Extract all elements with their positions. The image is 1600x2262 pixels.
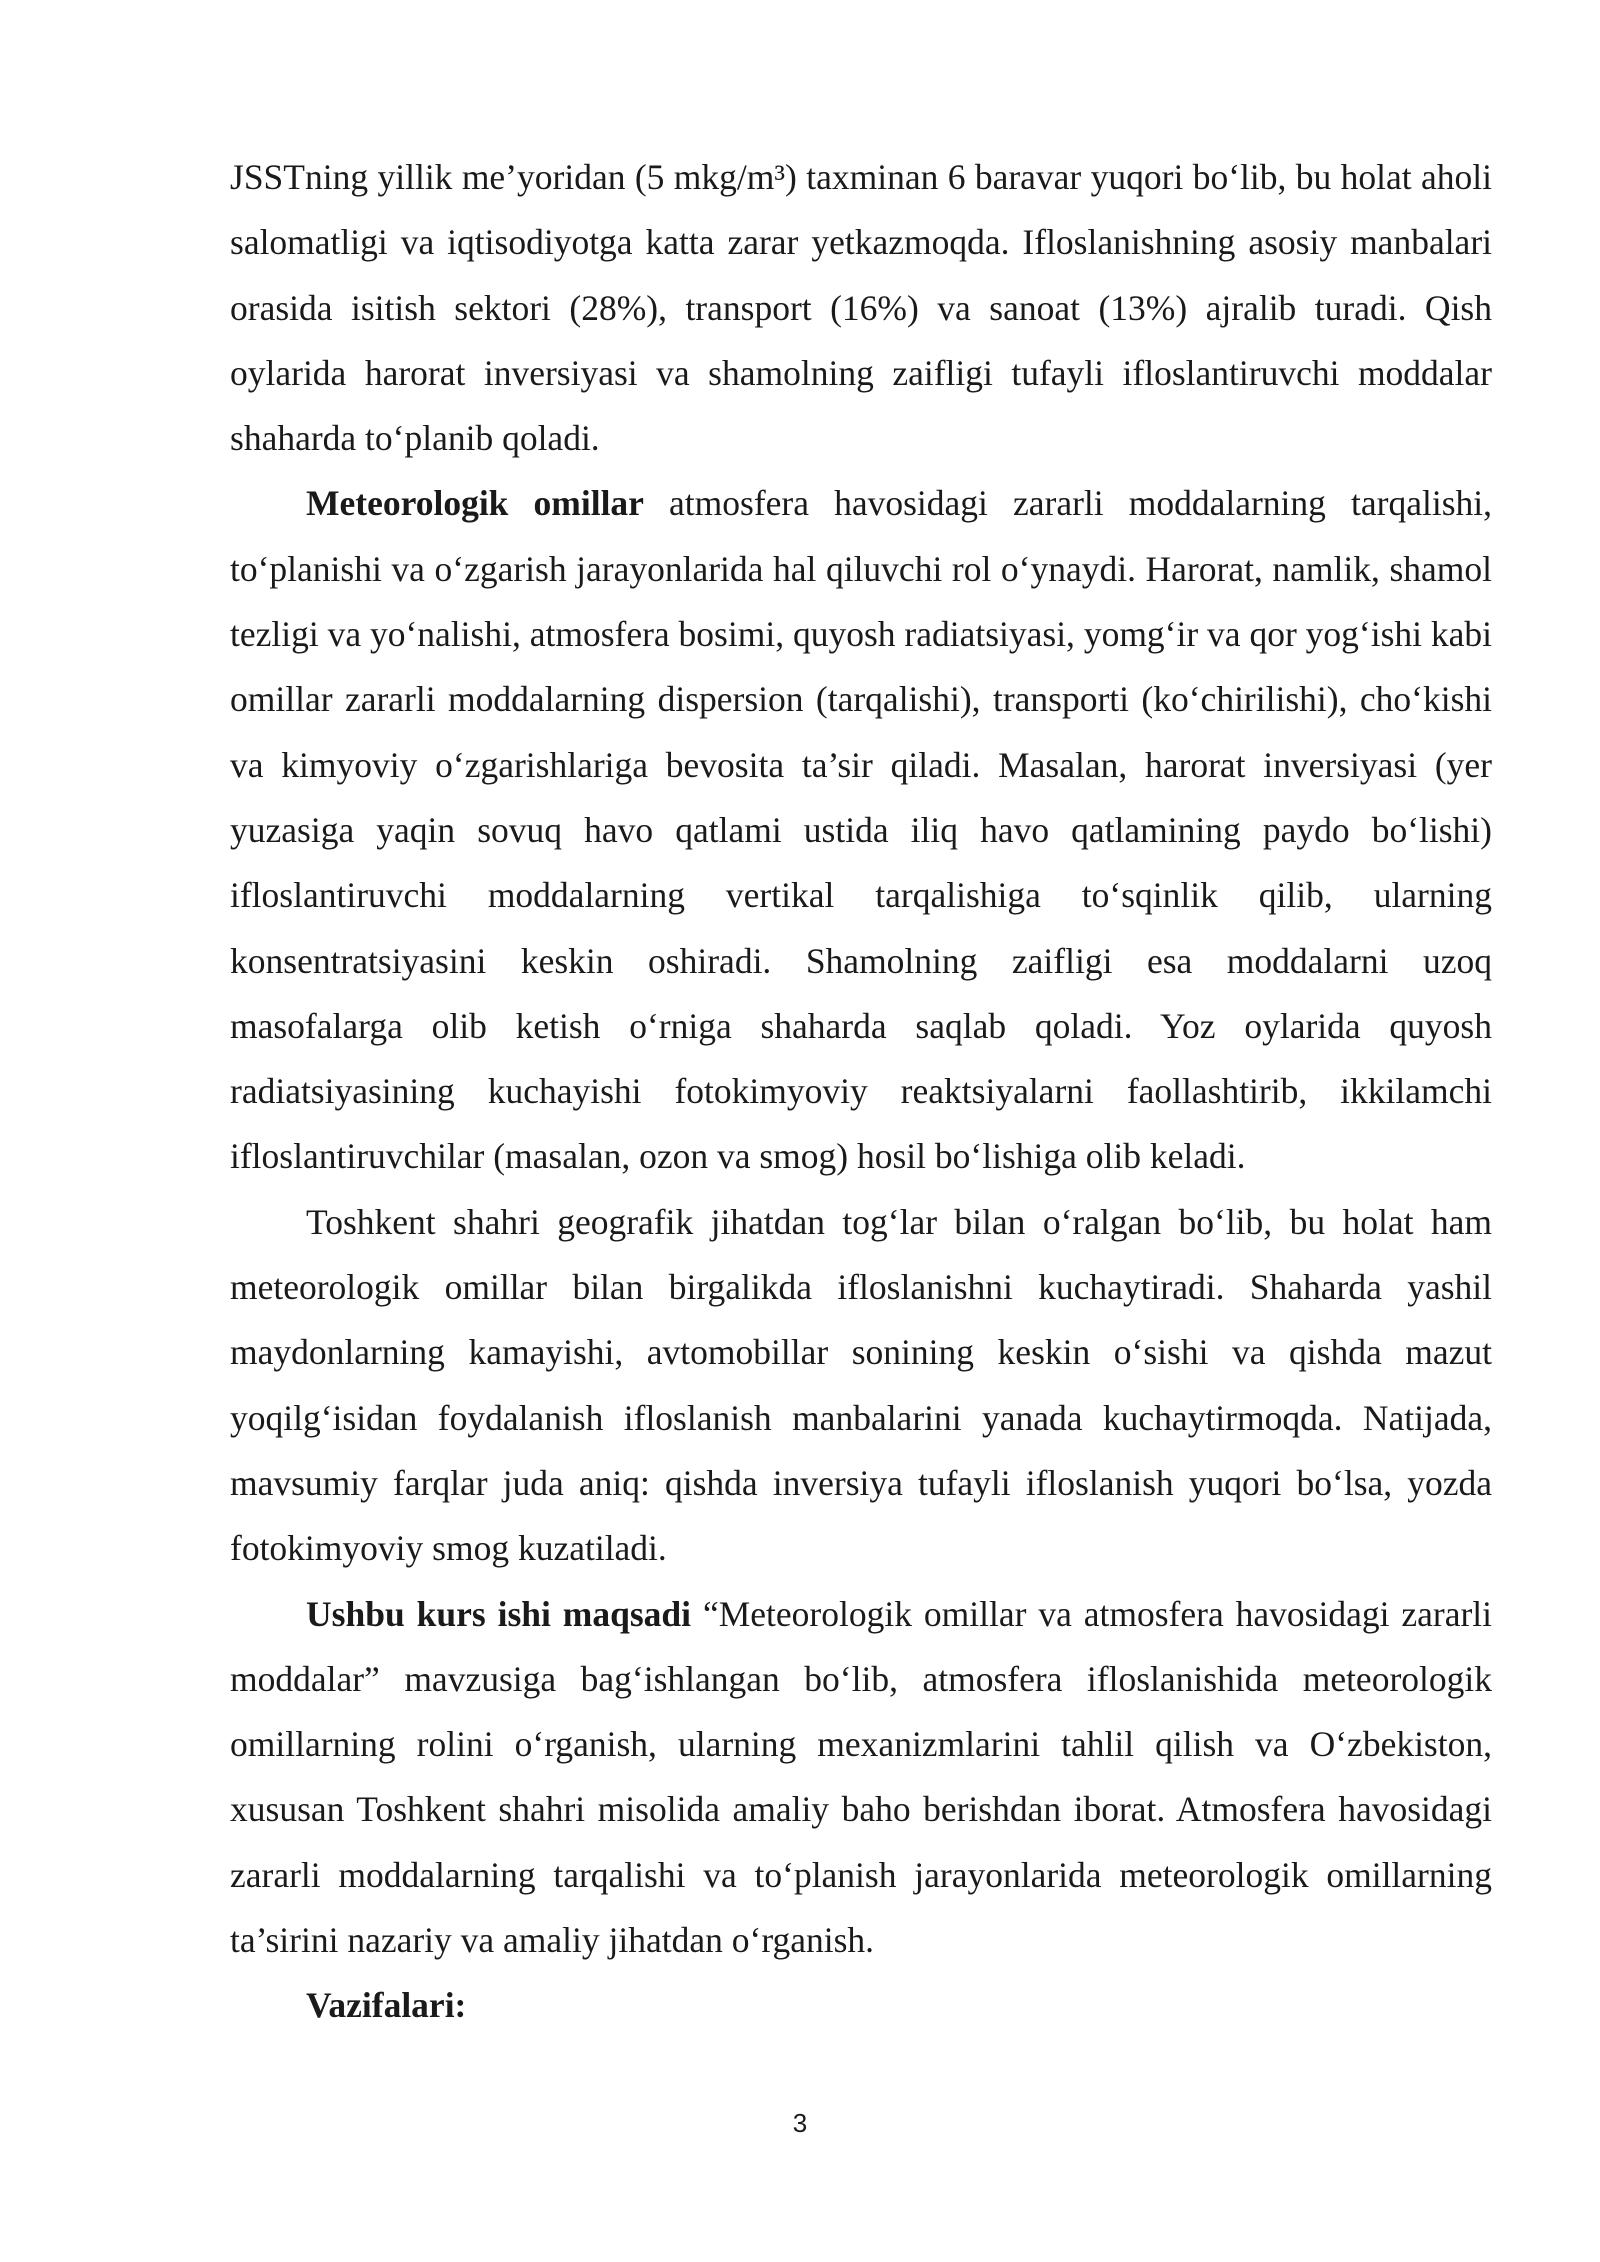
paragraph-2-bold-lead: Meteorologik omillar [306,483,644,524]
paragraph-4-bold-lead: Ushbu kurs ishi maqsadi [306,1593,692,1634]
page-number: 3 [792,2108,808,2138]
paragraph-2 [230,471,1492,1189]
paragraph-4 [230,1582,1492,1974]
paragraph-3 [230,1190,1492,1582]
page-body [230,145,1492,2039]
paragraph-1 [230,145,1492,471]
section-heading: Vazifalari: [306,1985,467,2026]
paragraph-2-text: atmosfera havosidagi zararli moddalarning tarqalishi, to‘planishi va o‘zgarish jarayonlarida hal qiluvchi rol o‘ynaydi. Harorat, namlik, shamol tezligi va yo‘nalishi, atmosfera bosimi, quyosh radiatsiyasi, yomg‘ir va qor yog‘ishi kabi omillar zararli moddalarning dispersion (tarqalishi), transporti (ko‘chirilishi), cho‘kishi va kimyoviy o‘zgarishlariga bevosita ta’sir qiladi. Masalan, harorat inversiyasi (yer yuzasiga yaqin sovuq havo qatlami ustida iliq havo qatlamining paydo bo‘lishi) ifloslantiruvchi moddalarning vertikal tarqalishiga to‘sqinlik qilib, ularning konsentratsiyasini keskin oshiradi. Shamolning zaifligi esa moddalarni uzoq masofalarga olib ketish o‘rniga shaharda saqlab qoladi. Yoz oylarida quyosh radiatsiyasining kuchayishi fotokimyoviy reaktsiyalarni faollashtirib, ikkilamchi ifloslantiruvchilar (masalan, ozon va smog) hosil bo‘lishiga olib keladi. [230,483,1492,1177]
paragraph-1-text: JSSTning yillik me’yoridan (5 mkg/m³) taxminan 6 baravar yuqori bo‘lib, bu holat aholi salomatligi va iqtisodiyotga katta zarar yetkazmoqda. Ifloslanishning asosiy manbalari orasida isitish sektori (28%), transport (16%) va sanoat (13%) ajralib turadi. Qish oylarida harorat inversiyasi va shamolning zaifligi tufayli ifloslantiruvchi moddalar shaharda to‘planib qoladi. [230,157,1492,459]
paragraph-4-text: “Meteorologik omillar va atmosfera havosidagi zararli moddalar” mavzusiga bag‘ishlangan bo‘lib, atmosfera ifloslanishida meteorologik omillarning rolini o‘rganish, ularning mexanizmlarini tahlil qilish va O‘zbekiston, xususan Toshkent shahri misolida amaliy baho berishdan iborat. Atmosfera havosidagi zararli moddalarning tarqalishi va to‘planish jarayonlarida meteorologik omillarning ta’sirini nazariy va amaliy jihatdan o‘rganish. [230,1593,1492,1961]
paragraph-3-text: Toshkent shahri geografik jihatdan tog‘lar bilan o‘ralgan bo‘lib, bu holat ham meteorologik omillar bilan birgalikda ifloslanishni kuchaytiradi. Shaharda yashil maydonlarning kamayishi, avtomobillar sonining keskin o‘sishi va qishda mazut yoqilg‘isidan foydalanish ifloslanish manbalarini yanada kuchaytirmoqda. Natijada, mavsumiy farqlar juda aniq: qishda inversiya tufayli ifloslanish yuqori bo‘lsa, yozda fotokimyoviy smog kuzatiladi. [230,1201,1492,1569]
